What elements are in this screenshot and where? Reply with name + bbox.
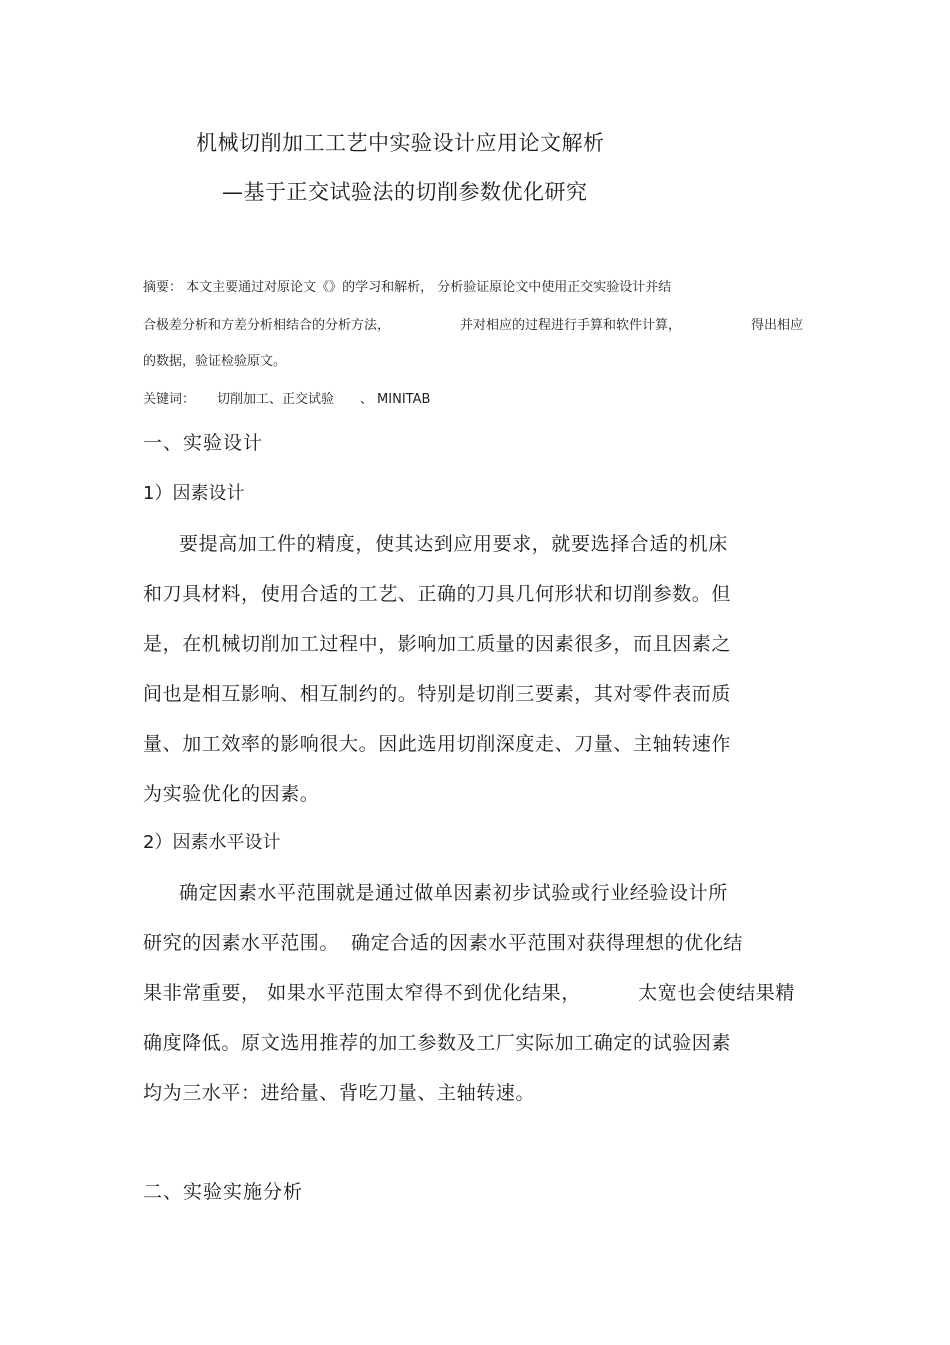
paragraph-line: 为实验优化的因素。 — [143, 783, 320, 805]
abstract-line-1: 摘要： 本文主要通过对原论文《》的学习和解析， 分析验证原论文中使用正交实验设计并结 — [143, 280, 672, 295]
paragraph-line: 是，在机械切削加工过程中，影响加工质量的因素很多，而且因素之 — [143, 633, 732, 655]
keywords-label: 关键词： — [143, 392, 196, 407]
paragraph-line: 均为三水平：进给量、背吃刀量、主轴转速。 — [143, 1082, 536, 1104]
keywords-terms: 切削加工、正交试验 — [217, 392, 335, 407]
paragraph-line-part-a: 研究的因素水平范围。 — [143, 932, 340, 954]
paragraph-line: 确度降低。原文选用推荐的加工参数及工厂实际加工确定的试验因素 — [143, 1032, 732, 1054]
keywords-separator: 、 — [360, 392, 374, 407]
paragraph-line: 量、加工效率的影响很大。因此选用切削深度走、刀量、主轴转速作 — [143, 733, 732, 755]
abstract-line-2-part-c: 得出相应 — [750, 318, 803, 333]
abstract-line-2 — [143, 314, 803, 333]
subsection-1-heading: 1）因素设计 — [143, 483, 245, 504]
paragraph-line-part-b: 太宽也会使结果精 — [638, 982, 795, 1004]
paragraph-line: 确定因素水平范围就是通过做单因素初步试验或行业经验设计所 — [179, 882, 728, 904]
abstract-line-2-part-b: 并对相应的过程进行手算和软件计算， — [459, 318, 681, 333]
abstract-line-2-part-a: 合极差分析和方差分析相结合的分析方法， — [143, 318, 391, 333]
keywords-row — [143, 388, 430, 407]
section-1-heading: 一、实验设计 — [143, 432, 264, 454]
keywords-software: MINITAB — [377, 392, 431, 407]
abstract-line-3: 的数据，验证检验原文。 — [143, 354, 287, 369]
paragraph-line-part-b: 确定合适的因素水平范围对获得理想的优化结 — [351, 932, 744, 954]
subsection-2-heading: 2）因素水平设计 — [143, 832, 281, 853]
paragraph-line: 和刀具材料，使用合适的工艺、正确的刀具几何形状和切削参数。但 — [143, 583, 732, 605]
section-2-heading: 二、实验实施分析 — [143, 1181, 304, 1203]
document-subtitle: —基于正交试验法的切削参数优化研究 — [222, 180, 588, 204]
document-title: 机械切削加工工艺中实验设计应用论文解析 — [196, 131, 605, 155]
paragraph-line — [143, 928, 743, 955]
paragraph-line: 间也是相互影响、相互制约的。特别是切削三要素，其对零件表而质 — [143, 683, 732, 705]
paragraph-line-part-a: 果非常重要， 如果水平范围太窄得不到优化结果， — [143, 982, 581, 1004]
paragraph-line: 要提高加工件的精度，使其达到应用要求，就要选择合适的机床 — [179, 533, 728, 555]
paragraph-line — [143, 978, 795, 1005]
